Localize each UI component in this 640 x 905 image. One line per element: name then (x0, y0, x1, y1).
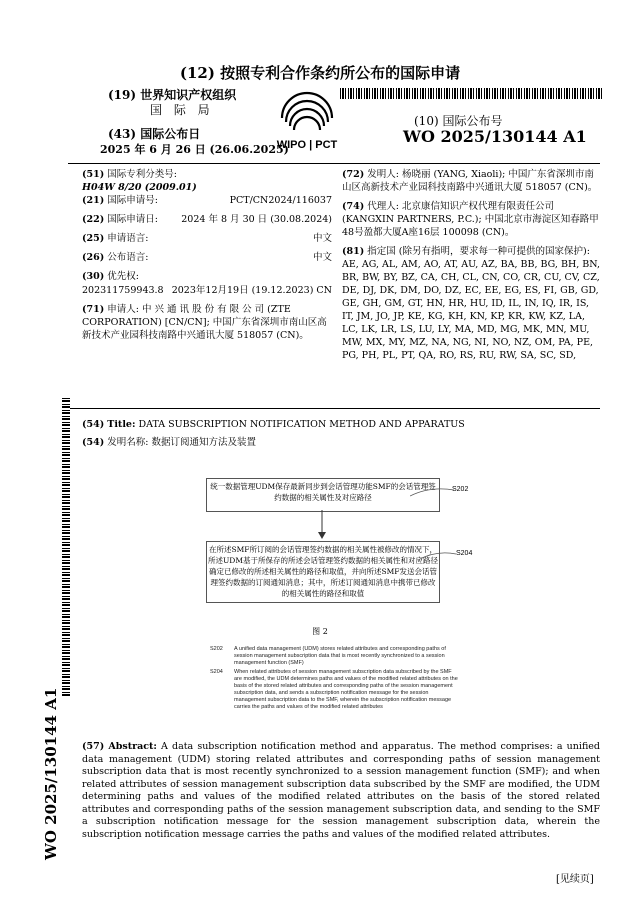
side-barcode (62, 398, 70, 698)
document-title: (12) 按照专利合作条约所公布的国际申请 (179, 64, 461, 82)
note-s204: S204 When related attributes of session management subscription data subscribed by the SMF are modified, the UDM determines paths and values of the modified related attributes on the basis of the stored related attributes and corresponding paths of the session management subscription data, and sends a subscription notification message for the session management subscription data to the SMF, wherein the subscription notification message carries the paths and values of the modified related attributes (210, 669, 458, 710)
pub-no: WO 2025/130144 A1 (403, 127, 587, 146)
bib-21: (21) 国际申请号: PCT/CN2024/116037 (82, 195, 332, 206)
leader-s204 (418, 552, 458, 562)
org-code: (19) (108, 88, 137, 102)
bib-25: (25) 申请语言: 中文 (82, 233, 332, 244)
side-pub-no: WO 2025/130144 A1 (42, 687, 60, 860)
logo-text: WIPO | PCT (276, 139, 338, 151)
flow-arrow (317, 510, 327, 540)
pub-date-label-text: 国际公布日 (140, 127, 201, 141)
barcode (340, 88, 602, 99)
abstract: (57) Abstract: A data subscription notification method and apparatus. The method comprises: a unified data management (UDM) storing related attributes and corresponding paths of session management subscription data that is most recently synchronized to a session management function (SMF); and when related attributes of session management subscription data subscribed by the SMF are modified, the UDM determining paths and values of the modified related attributes on the basis of the stored related attributes and corresponding paths of the session management subscription data, and sending to the SMF a subscription notification message for the session management subscription data, wherein the subscription notification message carries the paths and values of the modified related attributes. (82, 741, 600, 840)
figure-notes (210, 646, 460, 711)
leader-s202 (410, 488, 456, 498)
pub-date-code: (43) (108, 127, 137, 141)
bib-22: (22) 国际申请日: 2024 年 8 月 30 日 (30.08.2024) (82, 214, 332, 225)
bib-72: (72) 发明人: 杨晓丽 (YANG, Xiaoli); 中国广东省深圳市南山区高新技术产业园科技南路中兴通讯大厦 518057 (CN)。 (342, 169, 598, 193)
title-zh: (54) 发明名称: 数据订阅通知方法及装置 (82, 437, 256, 448)
bib-51: (51) 国际专利分类号: H04W 8/20 (2009.01) (82, 169, 197, 193)
pub-date-label (108, 125, 200, 142)
title-rule (68, 408, 600, 409)
continued-note: [见续页] (556, 874, 594, 885)
pub-date: 2025 年 6 月 26 日 (26.06.2025) (100, 143, 289, 156)
wipo-logo (268, 88, 346, 152)
bib-left (82, 168, 332, 342)
bib-right (342, 168, 600, 362)
bib-priority: 202311759943.8 2023年12月19日 (19.12.2023) CN (82, 285, 332, 296)
note-s202: S202 A unified data management (UDM) stores related attributes and corresponding paths of session management subscription data that is most recently synchronized to a session management function (SMF) (210, 646, 446, 666)
org-name-text: 世界知识产权组织 (140, 88, 237, 102)
bib-26: (26) 公布语言: 中文 (82, 252, 332, 263)
step-label-s202: S202 (452, 486, 469, 493)
org-bureau: 国 际 局 (150, 103, 214, 117)
header-rule (68, 163, 600, 164)
step-label-s204: S204 (456, 550, 473, 557)
bib-74: (74) 代理人: 北京康信知识产权代理有限责任公司 (KANGXIN PARTNERS, P.C.); 中国北京市海淀区知春路甲48号盈都大厦A座16层 100098 (CN)。 (342, 201, 599, 238)
title-en: (54) Title: DATA SUBSCRIPTION NOTIFICATION METHOD AND APPARATUS (82, 419, 465, 430)
figure-caption: 图 2 (312, 627, 328, 636)
bib-30: (30) 优先权: (82, 271, 139, 282)
flow-box-s202: 统一数据管理UDM保存最新同步到会话管理功能SMF的会话管理签约数据的相关属性及对应路径 (206, 478, 440, 512)
flow-box-s204: 在所述SMF所订阅的会话管理签约数据的相关属性被修改的情况下，所述UDM基于所保存的所述会话管理签约数据的相关属性和对应路径确定已修改的所述相关属性的路径和取值，并向所述SMF发送会话管理签约数据的订阅通知消息；其中，所述订阅通知消息中携带已修改的相关属性的路径和取值 (206, 541, 440, 603)
bib-71: (71) 申请人: 中 兴 通 讯 股 份 有 限 公 司 (ZTE CORPORATION) [CN/CN]; 中国广东省深圳市南山区高新技术产业园科技南路中兴通讯大厦 518057 (CN)。 (82, 304, 327, 341)
bib-81: (81) 指定国 (除另有指明，要求每一种可提供的国家保护): AE, AG, AL, AM, AO, AT, AU, AZ, BA, BB, BG, BH, BN, BR, BW, BY, BZ, CA, CH, CL, CN, CO, CR, CU, CV, CZ, DE, DJ, DK, DM, DO, DZ, EC, EE, EG, ES, FI, GB, GD, GE, GH, GM, GT, HN, HR, HU, ID, IL, IN, IQ, IR, IS, IT, JM, JO, JP, KE, KG, KH, KN, KP, KR, KW, KZ, LA, LC, LK, LR, LS, LU, LY, MA, MD, MG, MK, MN, MU, MW, MX, MY, MZ, NA, NG, NI, NO, NZ, OM, PA, PE, PG, PH, PL, PT, QA, RO, RS, RU, RW, SA, SC, SD, (342, 246, 600, 361)
pub-no-label: (10) 国际公布号 (414, 114, 503, 128)
